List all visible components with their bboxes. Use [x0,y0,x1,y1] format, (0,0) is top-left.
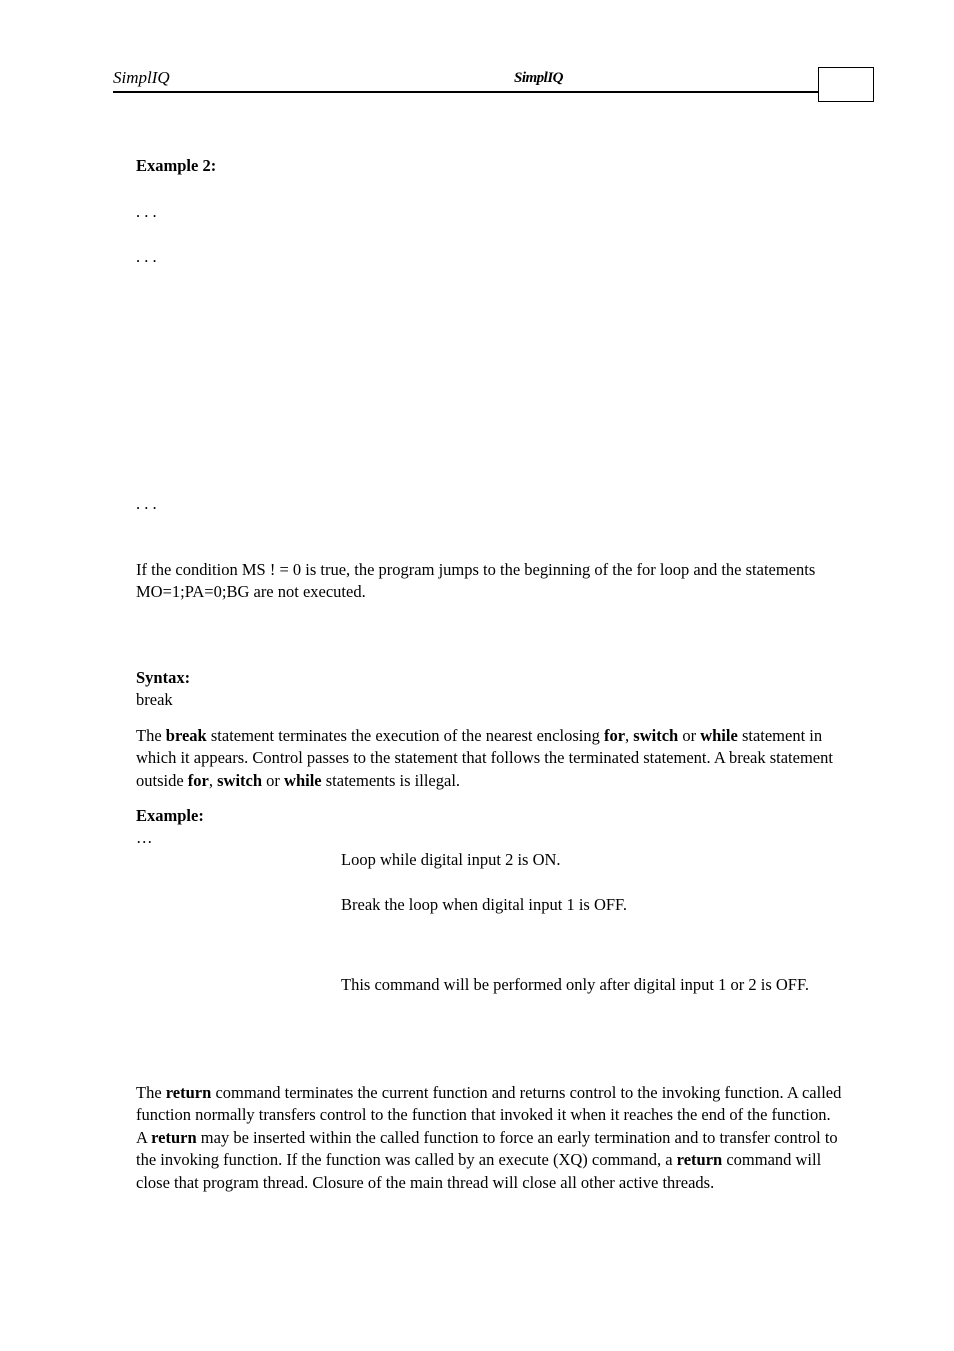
example2-ellipsis-1: . . . [136,202,157,221]
syntax-label: Syntax: [136,668,191,687]
example2-description: If the condition MS ! = 0 is true, the program jumps to the beginning of the for loop and the statements MO=1;PA=0;BG are not executed. [136,560,816,602]
example-comment-1: Loop while digital input 2 is ON. [341,850,561,869]
example-ellipsis: … [136,828,153,847]
example2-ellipsis-2: . . . [136,247,157,266]
example2-ellipsis-3: . . . [136,494,157,513]
header-center-title: SimplIQ [514,70,564,86]
header-left-title: SimplIQ [113,68,170,87]
example-comment-2: Break the loop when digital input 1 is OFF. [341,895,628,914]
example-comment-3: This command will be performed only after digital input 1 or 2 is OFF. [341,975,809,994]
page-number-box [818,67,874,102]
example2-heading: Example 2: [136,156,217,175]
example-label: Example: [136,806,204,825]
return-description: The return command terminates the current function and returns control to the invoking function. A called function normally transfers control to the function that invoked it when it reaches the end of the function. A return may be inserted within the called function to force an early termination and to transfer control to the invoking function. If the function was called by an execute (XQ) command, a return command will close that program thread. Closure of the main thread will close all other active threads. [136,1083,842,1192]
syntax-value: break [136,690,173,709]
break-description: The break statement terminates the execution of the nearest enclosing for, switch or while statement in which it appears. Control passes to the statement that follows the terminated statement. A break statement outside for, switch or while statements is illegal. [136,726,833,790]
header-rule [113,91,819,93]
